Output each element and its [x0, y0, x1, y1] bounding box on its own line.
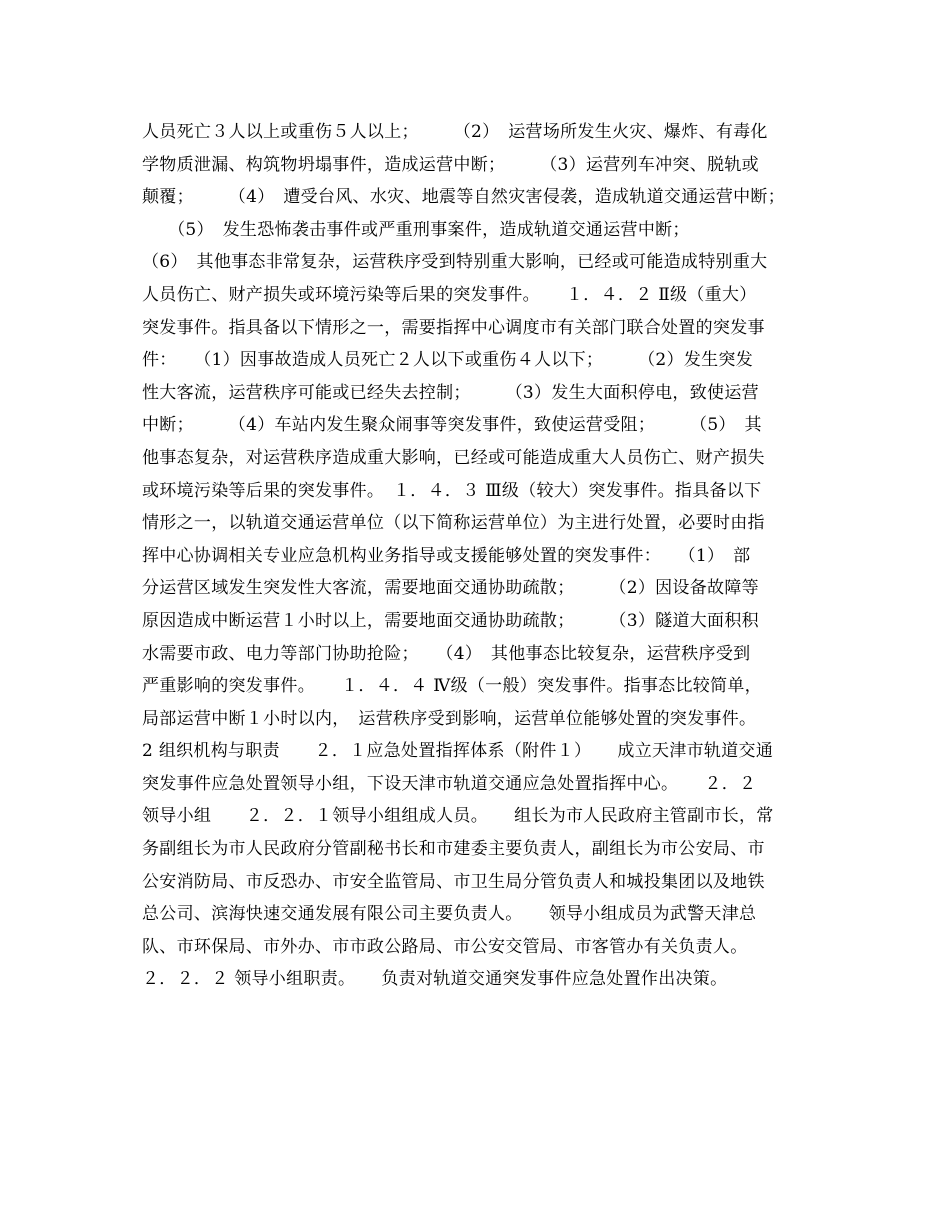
text-line-9: 性大客流，运营秩序可能或已经失去控制； （3）发生大面积停电，致使运营 — [142, 382, 759, 403]
text-line-1: 人员死亡３人以上或重伤５人以上； （2） 运营场所发生火灾、爆炸、有毒化 — [142, 122, 768, 142]
text-line-22: 领导小组 ２．２．１领导小组组成人员。 组长为市人民政府主管副市长，常 — [142, 806, 774, 827]
text-line-21: 突发事件应急处置领导小组，下设天津市轨道交通应急处置指挥中心。 ２．２ — [142, 773, 757, 794]
text-line-11: 他事态复杂，对运营秩序造成重大影响，已经或可能造成重大人员伤亡、财产损失 — [142, 447, 765, 468]
text-line-24: 公安消防局、市反恐办、市安全监管局、市卫生局分管负责人和城投集团以及地铁 — [142, 871, 765, 892]
text-line-20: 2 组织机构与职责 ２．１应急处置指挥体系（附件１） 成立天津市轨道交通 — [142, 741, 774, 762]
text-line-5: （6） 其他事态非常复杂，运营秩序受到特别重大影响，已经或可能造成特别重大 — [142, 252, 768, 273]
text-line-26: 队、市环保局、市外办、市市政公路局、市公安交管局、市客管办有关负责人。 — [142, 936, 748, 957]
text-line-15: 分运营区域发生突发性大客流，需要地面交通协助疏散； （2）因设备故障等 — [142, 578, 759, 599]
text-line-18: 严重影响的突发事件。 １．４．４ Ⅳ级（一般）突发事件。指事态比较简单， — [142, 676, 762, 697]
text-line-6: 人员伤亡、财产损失或环境污染等后果的突发事件。 １．４．２ Ⅱ级（重大） — [142, 284, 757, 305]
text-line-3: 颠覆； （4） 遭受台风、水灾、地震等自然灾害侵袭，造成轨道交通运营中断； — [142, 187, 786, 208]
text-line-17: 水需要市政、电力等部门协助抢险； （4） 其他事态比较复杂，运营秩序受到 — [142, 643, 751, 664]
text-line-27: ２．２．２ 领导小组职责。 负责对轨道交通突发事件应急处置作出决策。 — [142, 969, 728, 990]
text-line-7: 突发事件。指具备以下情形之一，需要指挥中心调度市有关部门联合处置的突发事 — [142, 317, 765, 338]
text-line-2: 学物质泄漏、构筑物坍塌事件，造成运营中断； （3）运营列车冲突、脱轨或 — [142, 154, 759, 175]
text-line-23: 务副组长为市人民政府分管副秘书长和市建委主要负责人，副组长为市公安局、市 — [142, 839, 765, 860]
text-line-12: 或环境污染等后果的突发事件。 １．４．３ Ⅲ级（较大）突发事件。指具备以下 — [142, 480, 762, 501]
text-line-13: 情形之一，以轨道交通运营单位（以下简称运营单位）为主进行处置，必要时由指 — [142, 513, 765, 534]
text-line-4: （5） 发生恐怖袭击事件或严重刑事案件，造成轨道交通运营中断； — [142, 219, 690, 240]
text-line-19: 局部运营中断１小时以内， 运营秩序受到影响，运营单位能够处置的突发事件。 — [142, 708, 757, 729]
text-line-14: 挥中心协调相关专业应急机构业务指导或支援能够处置的突发事件： （1） 部 — [142, 545, 751, 566]
text-line-25: 总公司、滨海快速交通发展有限公司主要负责人。 领导小组成员为武警天津总 — [142, 904, 757, 925]
text-line-16: 原因造成中断运营１小时以上，需要地面交通协助疏散； （3）隧道大面积积 — [142, 610, 759, 631]
document-body — [142, 116, 842, 996]
text-line-10: 中断； （4）车站内发生聚众闹事等突发事件，致使运营受阻； （5） 其 — [142, 415, 762, 436]
text-line-8: 件： （1）因事故造成人员死亡２人以下或重伤４人以下； （2）发生突发 — [142, 350, 754, 371]
